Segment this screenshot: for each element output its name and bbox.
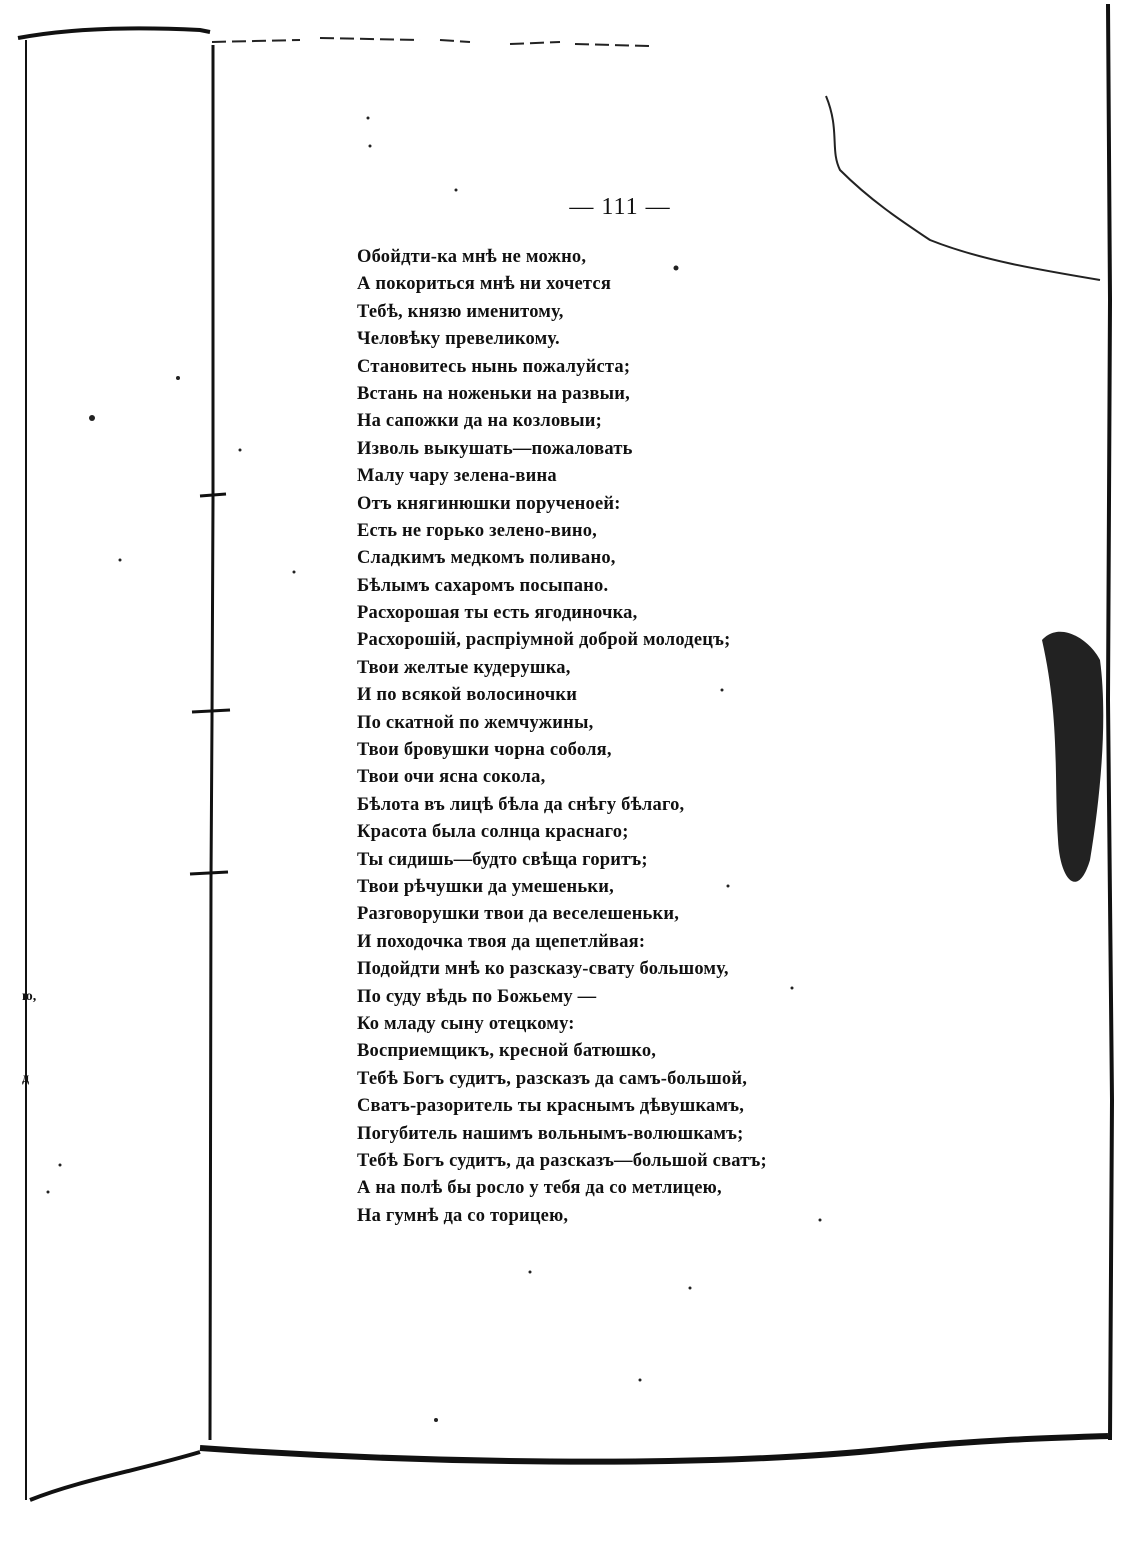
binding-tick-1 xyxy=(200,494,226,496)
poem-line: И походочка твоя да щепетлйвая: xyxy=(357,931,646,952)
poem-text xyxy=(357,244,917,1230)
right-edge-line xyxy=(1108,4,1112,1440)
poem-line: Твои рѣчушки да умешеньки, xyxy=(357,876,614,897)
poem-line: На сапожки да на козловыи; xyxy=(357,411,603,432)
poem-line: Отъ княгинюшки порученоей: xyxy=(357,493,621,514)
poem-line: Изволь выкушать—пожаловать xyxy=(357,438,633,459)
poem-line: Тебѣ Богъ судитъ, да разсказъ—большой сватъ; xyxy=(357,1150,767,1171)
bottom-edge-stroke xyxy=(200,1436,1108,1462)
poem-line: Твои бровушки чорна соболя, xyxy=(357,740,612,761)
poem-line: А покориться мнѣ ни хочется xyxy=(357,274,612,295)
top-edge-stroke xyxy=(18,28,210,38)
poem-line: Ты сидишь—будто свѣща горитъ; xyxy=(357,849,648,870)
poem-line: Человѣку превеликому. xyxy=(357,329,560,350)
poem-line: Становитесь нынь пожалуйста; xyxy=(357,356,631,377)
binding-tick-2 xyxy=(192,710,230,712)
poem-line: Бѣлота въ лицѣ бѣла да снѣгу бѣлаго, xyxy=(357,794,685,815)
left-margin-fragment-2: д xyxy=(22,1071,30,1086)
poem-line: Встань на ноженьки на развыи, xyxy=(357,383,630,404)
poem-line: На гумнѣ да со торицею, xyxy=(357,1205,569,1226)
poem-line: Красота была солнца краснаго; xyxy=(357,822,629,843)
poem-line: Сватъ-разоритель ты краснымъ дѣвушкамъ, xyxy=(357,1096,745,1117)
top-dashed-edge xyxy=(212,38,650,46)
poem-line: Расхорошій, распріумной доброй молодецъ; xyxy=(357,630,731,651)
poem-line: Обойдти-ка мнѣ не можно, xyxy=(357,247,587,267)
poem-line: По скатной по жемчужины, xyxy=(357,712,594,733)
bottom-left-stroke xyxy=(30,1452,200,1500)
poem-line: Бѣлымъ сахаромъ посыпано. xyxy=(357,575,609,596)
left-binding-line xyxy=(210,45,213,1440)
poem-line: Расхорошая ты есть ягодиночка, xyxy=(357,603,638,624)
poem-line: Сладкимъ медкомъ поливано, xyxy=(357,548,616,569)
poem-line: Тебѣ, князю именитому, xyxy=(357,301,564,322)
poem-line: Малу чару зелена-вина xyxy=(357,466,557,487)
left-margin-fragment-1: ю, xyxy=(22,989,37,1004)
right-blot xyxy=(1042,632,1103,882)
poem-line: Погубитель нашимъ вольнымъ-волюшкамъ; xyxy=(357,1123,744,1144)
poem-line: По суду вѣдь по Божьему — xyxy=(357,986,597,1007)
poem-line: Тебѣ Богъ судитъ, разсказъ да самъ-большой, xyxy=(357,1068,748,1089)
poem-line: Подойдти мнѣ ко разсказу-свату большому, xyxy=(357,959,729,980)
poem-line: И по всякой волосиночки xyxy=(357,685,578,706)
page-number: — 111 — xyxy=(569,194,671,220)
binding-tick-3 xyxy=(190,872,228,874)
poem-line: Твои желтые кудерушка, xyxy=(357,657,571,678)
poem-line: А на полѣ бы росло у тебя да со метлицею, xyxy=(357,1178,722,1199)
poem-line: Разговорушки твои да веселешеньки, xyxy=(357,904,680,925)
poem-line: Ко младу сыну отецкому: xyxy=(357,1013,575,1034)
poem-line: Твои очи ясна сокола, xyxy=(357,767,546,788)
poem-line: Восприемщикъ, кресной батюшко, xyxy=(357,1041,657,1062)
poem-line: Есть не горько зелено-вино, xyxy=(357,520,597,541)
